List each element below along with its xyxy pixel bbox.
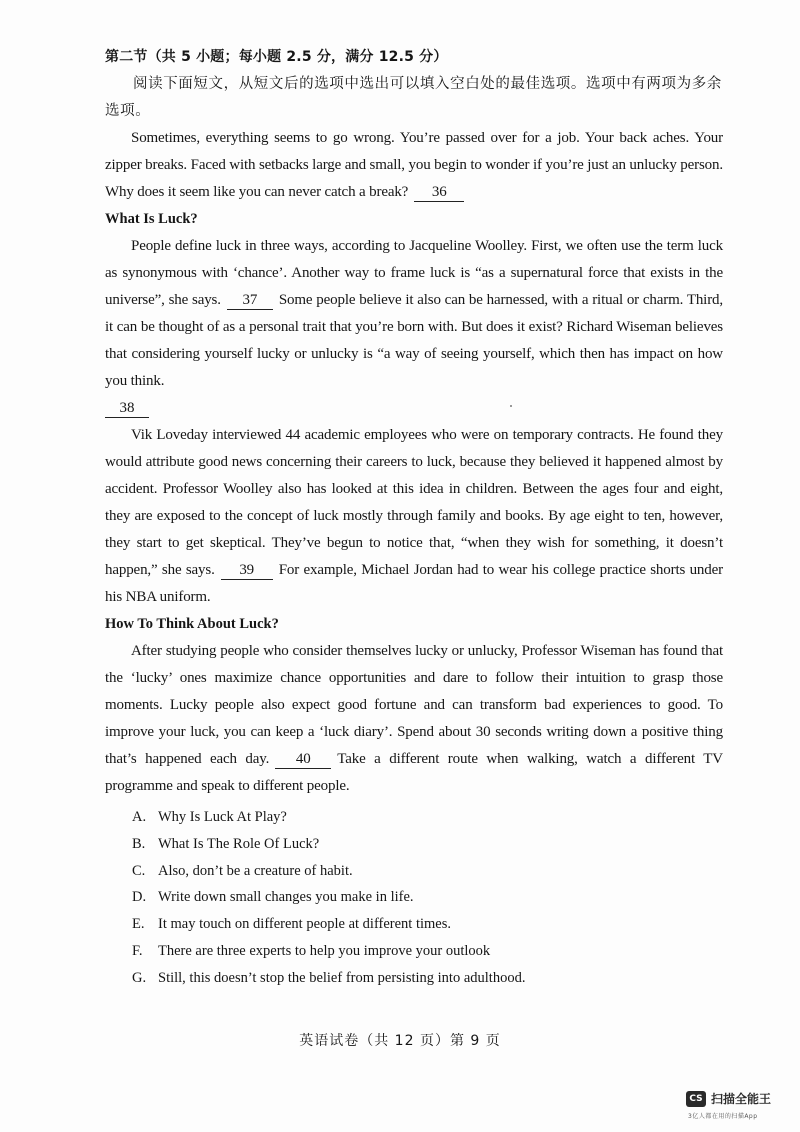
option-d: D. Write down small changes you make in life. [132,889,414,906]
option-g: G. Still, this doesn’t stop the belief from persisting into adulthood. [132,969,526,986]
options-list [105,804,723,992]
exam-page [105,44,723,992]
blank-38-line [105,395,723,422]
watermark-tagline: 3亿人都在用的扫描App [688,1113,758,1120]
section-title: 第二节（共 5 小题；每小题 2.5 分，满分 12.5 分） [105,49,448,65]
paragraph-2: Vik Loveday interviewed 44 academic employees who were on temporary contracts. He found they would attribute good news concerning their careers to luck, because they believed it happened almost by accident. Professor Woolley also has looked at this idea in children. Between the ages four and eight, they are exposed to the concept of luck mostly through family and books. By age eight to ten, however, they start to get skeptical. They’ve begun to notice that, “when they wish for something, it doesn’t happen,” she says. 39 For example, Michael Jordan had to wear his college practice shorts under his NBA uniform. [105,427,723,605]
paragraph-1: People define luck in three ways, according to Jacqueline Woolley. First, we often use the term luck as synonymous with ‘chance’. Another way to frame luck is “as a supernatural force that exists in the universe”, she says. 37 Some people believe it also can be harnessed, with a ritual or charm. Third, it can be thought of as a personal trait that you’re born with. But does it exist? Richard Wiseman believes that considering yourself lucky or unlucky is “a way of seeing yourself, which then has impact on how you think. [105,238,723,389]
option-e: E. It may touch on different people at different times. [132,916,451,933]
option-a: A. Why Is Luck At Play? [132,809,287,825]
section-instructions: 阅读下面短文，从短文后的选项中选出可以填入空白处的最佳选项。选项中有两项为多余选项。 [105,76,722,119]
page-footer: 英语试卷（共 12 页）第 9 页 [299,1033,501,1049]
blank-40: 40 [275,750,331,769]
blank-38: 38 [105,399,149,418]
heading-what-is-luck: What Is Luck? [105,211,198,227]
scan-speck [510,405,512,407]
camscanner-logo-icon: CS [686,1091,706,1107]
option-c: C. Also, don’t be a creature of habit. [132,862,353,879]
scanner-watermark [686,1090,796,1120]
intro-paragraph: Sometimes, everything seems to go wrong. You’re passed over for a job. Your back aches. Your zipper breaks. Faced with setbacks large and small, you begin to wonder if you’re just an unlucky person. Why does it seem like you can never catch a break? 36 [105,130,723,200]
blank-36: 36 [414,183,464,202]
heading-how-to-think: How To Think About Luck? [105,616,279,632]
option-b: B. What Is The Role Of Luck? [132,835,320,852]
option-f: F. There are three experts to help you improve your outlook [132,942,491,959]
blank-39: 39 [221,561,273,580]
blank-37: 37 [227,291,273,310]
paragraph-3: After studying people who consider themselves lucky or unlucky, Professor Wiseman has found that the ‘lucky’ ones maximize chance opportunities and dare to follow their intuition to grasp those moments. Lucky people also expect good fortune and can transform bad experiences to good. To improve your luck, you can keep a ‘luck diary’. Spend about 30 seconds writing down a positive thing that’s happened each day. 40 Take a different route when walking, watch a different TV programme and speak to different people. [105,643,723,794]
watermark-name: 扫描全能王 [711,1092,772,1106]
